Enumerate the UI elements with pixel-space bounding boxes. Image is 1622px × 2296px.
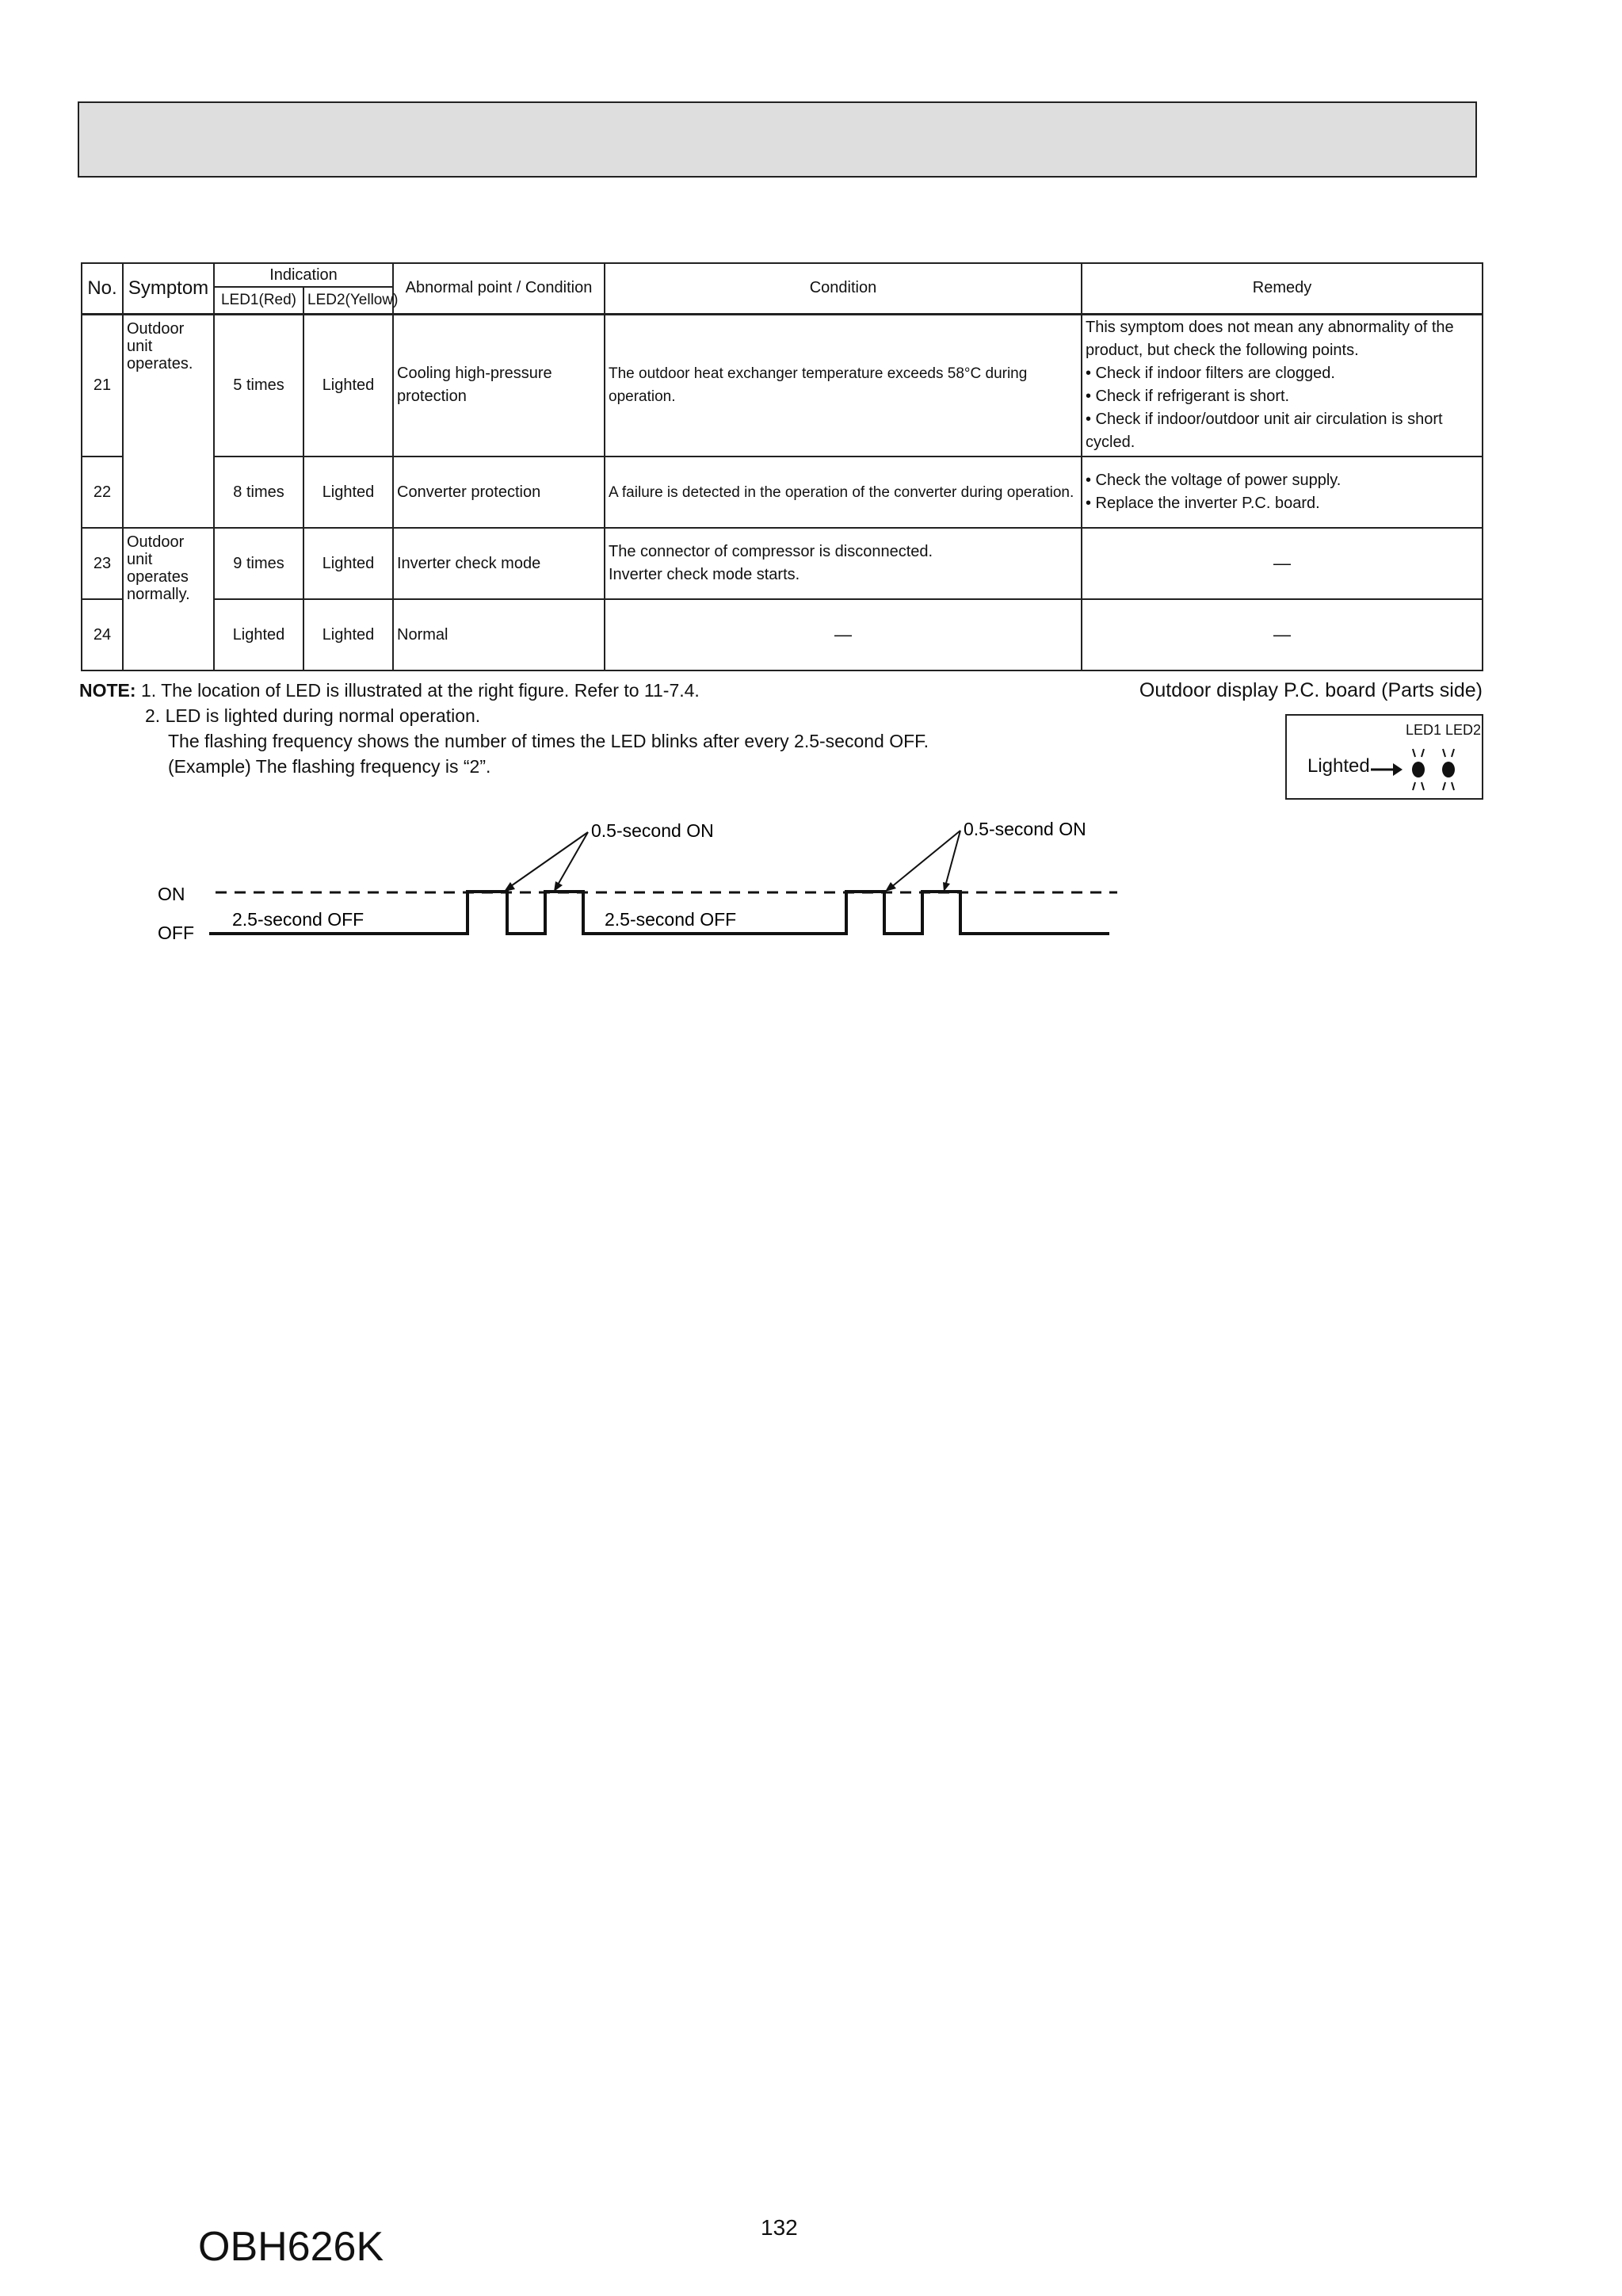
table-row	[82, 314, 1483, 457]
row-no: 23	[82, 528, 123, 599]
note-line: The flashing frequency shows the number of times the LED blinks after every 2.5-second OFF.	[168, 731, 929, 751]
page-number: 132	[761, 2215, 798, 2240]
header-symptom: Symptom	[123, 263, 214, 314]
condition-line: The connector of compressor is disconnected.	[609, 543, 933, 560]
note-line: 1. The location of LED is illustrated at the right figure. Refer to 11-7.4.	[140, 680, 700, 701]
on-duration-callout: 0.5-second ON	[964, 819, 1086, 839]
led2-cell: Lighted	[303, 457, 393, 528]
remedy-line: • Replace the inverter P.C. board.	[1086, 495, 1320, 512]
on-duration-callout: 0.5-second ON	[591, 820, 714, 841]
header-abnormal-point: Abnormal point / Condition	[393, 263, 605, 314]
header-remedy: Remedy	[1082, 263, 1483, 314]
header-condition: Condition	[605, 263, 1082, 314]
symptom-cell: Outdoor unit operates normally.	[123, 528, 214, 670]
off-duration-label: 2.5-second OFF	[232, 909, 364, 930]
led-labels: LED1 LED2	[1406, 722, 1482, 738]
section-header-bar	[78, 101, 1477, 178]
model-number: OBH626K	[198, 2224, 384, 2270]
row-no: 22	[82, 457, 123, 528]
led1-cell: 9 times	[214, 528, 303, 599]
note-label: NOTE:	[79, 680, 136, 701]
callout-arrows	[504, 831, 960, 892]
led1-cell: 5 times	[214, 314, 303, 457]
remedy-line: • Check if refrigerant is short.	[1086, 388, 1290, 406]
on-level-label: ON	[158, 884, 185, 904]
remedy-cell	[1082, 314, 1483, 457]
led1-blinking-icon	[1412, 749, 1425, 790]
row-no: 21	[82, 314, 123, 457]
row-no: 24	[82, 599, 123, 670]
led1-cell: Lighted	[214, 599, 303, 670]
condition-cell: —	[605, 599, 1082, 670]
remedy-line: This symptom does not mean any abnormality of the product, but check the following points.	[1086, 319, 1454, 360]
remedy-line: • Check the voltage of power supply.	[1086, 472, 1341, 489]
remedy-line: • Check if indoor/outdoor unit air circulation is short cycled.	[1086, 411, 1443, 452]
led2-cell: Lighted	[303, 528, 393, 599]
led2-cell: Lighted	[303, 314, 393, 457]
led1-cell: 8 times	[214, 457, 303, 528]
header-led2: LED2(Yellow)	[303, 287, 393, 314]
header-no: No.	[82, 263, 123, 314]
off-level-label: OFF	[158, 923, 194, 943]
remedy-line: • Check if indoor filters are clogged.	[1086, 365, 1335, 383]
abnormal-cell: Cooling high-pressure protection	[393, 314, 605, 457]
note-line: (Example) The flashing frequency is “2”.	[168, 756, 491, 777]
abnormal-cell: Normal	[393, 599, 605, 670]
condition-cell: A failure is detected in the operation of the converter during operation.	[605, 457, 1082, 528]
table-row	[82, 599, 1483, 670]
abnormal-cell: Converter protection	[393, 457, 605, 528]
remedy-cell	[1082, 457, 1483, 528]
led-timing-diagram	[143, 800, 1141, 959]
off-duration-label: 2.5-second OFF	[605, 909, 737, 930]
remedy-cell: —	[1082, 528, 1483, 599]
led-figure-svg	[1287, 716, 1485, 801]
condition-line: Inverter check mode starts.	[609, 566, 800, 583]
condition-cell: The outdoor heat exchanger temperature exceeds 58°C during operation.	[605, 314, 1082, 457]
header-indication: Indication	[214, 263, 393, 287]
table-row	[82, 528, 1483, 599]
remedy-cell: —	[1082, 599, 1483, 670]
led2-cell: Lighted	[303, 599, 393, 670]
table-row	[82, 457, 1483, 528]
header-led1: LED1(Red)	[214, 287, 303, 314]
abnormal-cell: Inverter check mode	[393, 528, 605, 599]
led2-blinking-icon	[1442, 749, 1455, 790]
arrow-icon	[1371, 763, 1403, 776]
lighted-label: Lighted	[1307, 755, 1370, 777]
pc-board-figure	[1285, 714, 1483, 800]
condition-cell	[605, 528, 1082, 599]
led-diagnosis-table	[81, 262, 1483, 671]
note-line: 2. LED is lighted during normal operation.	[145, 705, 481, 726]
symptom-cell: Outdoor unit operates.	[123, 314, 214, 528]
board-title: Outdoor display P.C. board (Parts side)	[1139, 679, 1483, 701]
